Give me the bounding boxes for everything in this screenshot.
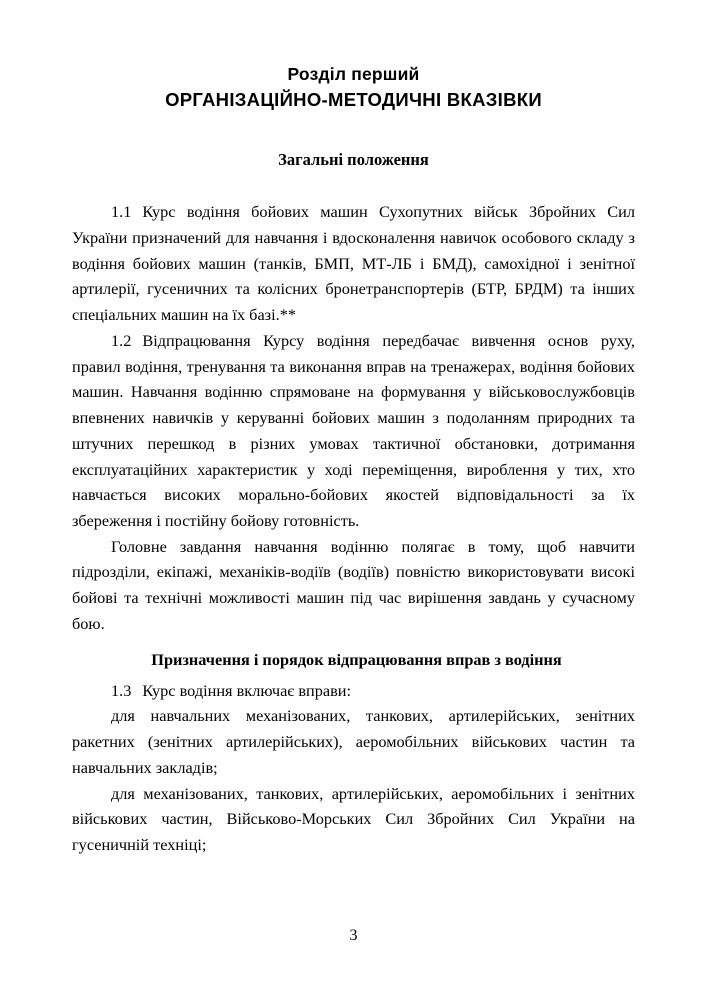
chapter-title-line-1: Розділ перший xyxy=(287,64,420,84)
section-heading-purpose-and-order: Призначення і порядок відпрацювання вправ з водіння xyxy=(151,649,562,669)
paragraph-number: 1.1 xyxy=(111,202,132,222)
paragraph-text: для навчальних механізованих, танкових, артилерійських, зенітних ракетних (зенітних артилерійських), аеромобільних військових частин та навчальних закладів; xyxy=(72,706,635,777)
section-heading-general-provisions: Загальні положення xyxy=(278,150,429,170)
paragraph-number: 1.3 xyxy=(111,680,132,700)
paragraph-list-item-tracked-vehicles xyxy=(72,781,635,858)
page-number: 3 xyxy=(349,925,358,944)
paragraph-text: Курс водіння бойових машин Сухопутних військ Збройних Сил України призначений для навчання і вдосконалення навичок особового складу з водіння бойових машин (танків, БМП, МТ-ЛБ і БМД), самохідної і зенітної артилерії, гусеничних та колісних бронетранспортерів (БТР, БРДМ) та інших спеціальних машин на їх базі.** xyxy=(72,202,635,325)
paragraph-1-1 xyxy=(72,199,635,328)
paragraph-list-item-training-units xyxy=(72,703,635,780)
paragraph-text: для механізованих, танкових, артилерійських, аеромобільних і зенітних військових частин, Військово-Морських Сил Збройних Сил України на гусеничній техніці; xyxy=(72,783,635,855)
paragraph-text: Відпрацювання Курсу водіння передбачає вивчення основ руху, правил водіння, тренування та виконання вправ на тренажерах, водіння бойових машин. Навчання водінню спрямоване на формування у військовослужбовців впевнених навичків у керуванні бойових машин з подоланням природних та штучних перешкод в різних умовах тактичної обстановки, дотримання експлуатаційних характеристик у ході переміщення, вироблення у тих, хто навчається високих морально-бойових якостей відповідальності за їх збереження і постійну бойову готовність. xyxy=(72,330,635,530)
paragraph-1-2 xyxy=(72,328,635,534)
paragraph-text: Курс водіння включає вправи: xyxy=(142,680,352,700)
paragraph-number: 1.2 xyxy=(111,330,132,350)
paragraph-text: Головне завдання навчання водінню полягає в тому, щоб навчити підрозділи, екіпажі, механіків-водіїв (водіїв) повністю використовувати високі бойові та технічні можливості машин під час вирішення завдань у сучасному бою. xyxy=(72,536,635,633)
chapter-title-line-2: ОРГАНІЗАЦІЙНО-МЕТОДИЧНІ ВКАЗІВКИ xyxy=(165,89,542,111)
page-title xyxy=(72,62,635,114)
paragraph-1-3 xyxy=(72,678,635,704)
paragraph-main-task xyxy=(72,534,635,637)
